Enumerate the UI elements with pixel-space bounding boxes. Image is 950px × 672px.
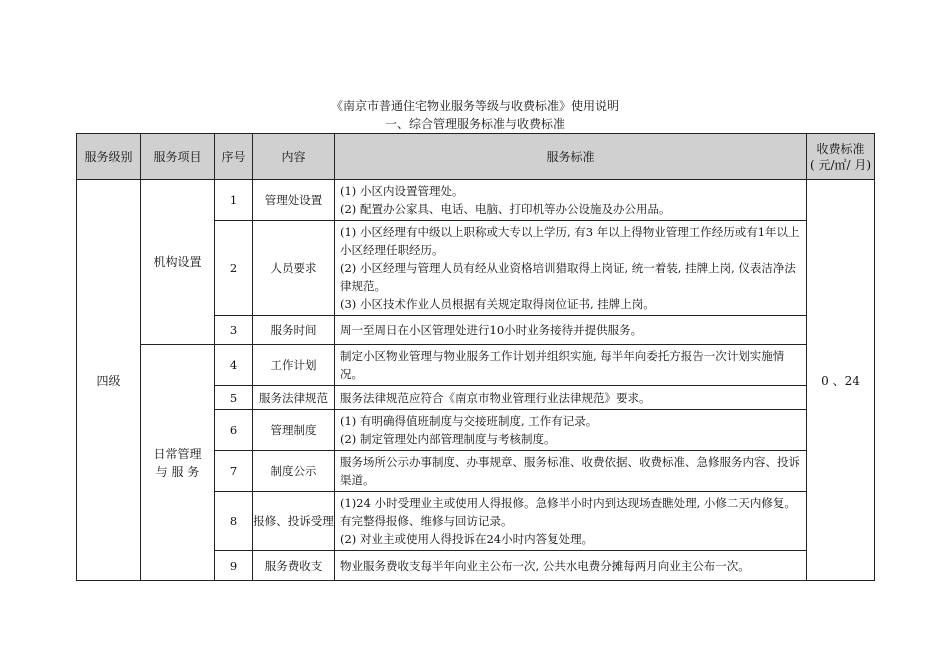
content-cell: 工作计划	[253, 345, 335, 386]
seq-cell: 5	[215, 386, 253, 410]
standard-line: (2) 小区经理与管理人员有经从业资格培训猎取得上岗证, 统一着装, 挂牌上岗, 仪表洁净法律规范。	[340, 261, 796, 293]
standard-cell	[335, 221, 807, 316]
header-fee	[807, 134, 875, 180]
header-standard: 服务标准	[335, 134, 807, 180]
header-item: 服务项目	[141, 134, 215, 180]
header-fee-unit: ( 元/㎡/ 月)	[809, 157, 872, 172]
header-level: 服务级别	[77, 134, 141, 180]
standard-line: (2) 制定管理处内部管理制度与考核制度。	[340, 432, 556, 446]
content-cell: 服务法律规范	[253, 386, 335, 410]
standard-line: 物业服务费收支每半年向业主公布一次, 公共水电费分摊每两月向业主公布一次。	[340, 558, 750, 573]
standard-cell	[335, 386, 807, 410]
standard-cell	[335, 551, 807, 581]
seq-cell: 3	[215, 316, 253, 345]
header-content: 内容	[253, 134, 335, 180]
content-cell: 管理制度	[253, 410, 335, 451]
standard-line: 周一至周日在小区管理处进行10小时业务接待并提供服务。	[340, 323, 643, 337]
table-header-row	[77, 134, 875, 180]
standard-line: (1) 小区内设置管理处。	[340, 184, 464, 198]
category-daily-mgmt	[141, 345, 215, 581]
standard-cell	[335, 410, 807, 451]
seq-cell: 2	[215, 221, 253, 316]
table-row	[77, 180, 875, 221]
content-cell: 管理处设置	[253, 180, 335, 221]
standard-line: (2) 配置办公家具、电话、电脑、打印机等办公设施及办公用品。	[340, 202, 671, 216]
standard-line: 制定小区物业管理与物业服务工作计划并组织实施, 每半年向委托方报告一次计划实施情况。	[340, 349, 785, 381]
fee-cell: 0 、24	[807, 180, 875, 581]
standard-cell	[335, 451, 807, 492]
content-cell: 服务时间	[253, 316, 335, 345]
category-line: 与 服 务	[155, 464, 200, 479]
document-title: 《南京市普通住宅物业服务等级与收费标准》使用说明	[330, 99, 619, 113]
header-seq: 序号	[215, 134, 253, 180]
content-cell: 服务费收支	[253, 551, 335, 581]
seq-cell: 8	[215, 492, 253, 551]
content-cell: 人员要求	[253, 221, 335, 316]
standard-line: (1) 有明确得值班制度与交接班制度, 工作有记录。	[340, 414, 598, 428]
service-standard-table	[76, 133, 875, 581]
content-cell: 报修、投诉受理	[253, 492, 335, 551]
standard-cell	[335, 345, 807, 386]
standard-line: (1) 小区经理有中级以上职称或大专以上学历, 有3 年以上得物业管理工作经历或有1年以上小区经理任职经历。	[340, 225, 800, 257]
section-subtitle: 一、综合管理服务标准与收费标准	[384, 117, 565, 131]
standard-line: (2) 对业主或使用人得投诉在24小时内答复处理。	[340, 532, 594, 546]
seq-cell: 4	[215, 345, 253, 386]
standard-line: (1)24 小时受理业主或使用人得报修。急修半小时内到达现场查瞧处理, 小修二天内修复。有完整得报修、维修与回访记录。	[340, 496, 796, 528]
standard-line: (3) 小区技术作业人员根据有关规定取得岗位证书, 挂牌上岗。	[340, 297, 655, 311]
seq-cell: 1	[215, 180, 253, 221]
service-level-cell: 四级	[77, 180, 141, 581]
seq-cell: 6	[215, 410, 253, 451]
standard-cell	[335, 492, 807, 551]
seq-cell: 7	[215, 451, 253, 492]
standard-cell	[335, 316, 807, 345]
standard-line: 服务法律规范应符合《南京市物业管理行业法律规范》要求。	[340, 390, 651, 405]
seq-cell: 9	[215, 551, 253, 581]
header-fee-label: 收费标准	[816, 141, 865, 156]
category-line: 日常管理	[153, 446, 202, 461]
content-cell: 制度公示	[253, 451, 335, 492]
category-org-setup: 机构设置	[141, 180, 215, 345]
standard-line: 服务场所公示办事制度、办事规章、服务标准、收费依据、收费标准、急修服务内容、投诉渠道。	[340, 455, 800, 487]
table-row	[77, 345, 875, 386]
standard-cell	[335, 180, 807, 221]
